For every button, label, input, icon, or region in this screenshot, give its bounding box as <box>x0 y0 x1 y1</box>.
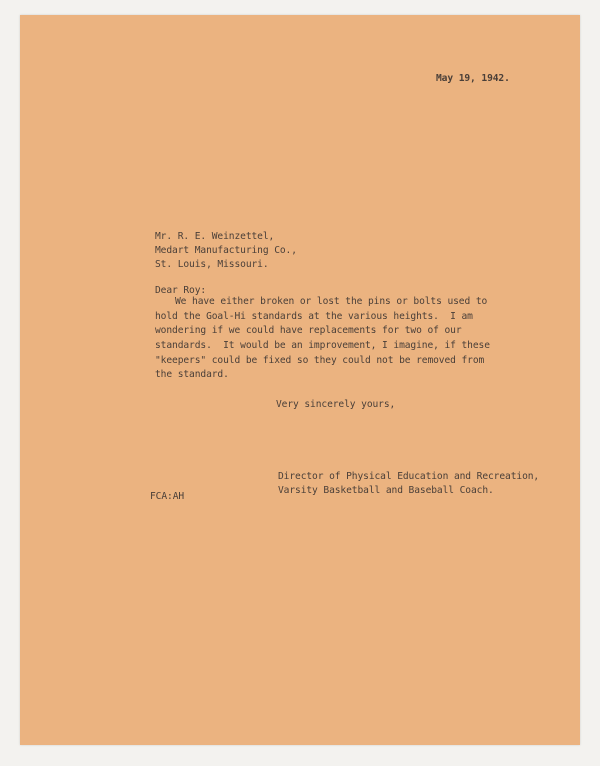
letter-paper <box>20 15 580 745</box>
signature-title-coach: Varsity Basketball and Baseball Coach. <box>278 485 494 496</box>
closing: Very sincerely yours, <box>276 399 396 410</box>
letter-date: May 19, 1942. <box>436 73 510 84</box>
recipient-company: Medart Manufacturing Co., <box>155 245 297 256</box>
body-line: hold the Goal-Hi standards at the various heights. I am <box>155 311 473 322</box>
reference-initials: FCA:AH <box>150 491 185 502</box>
body-line: the standard. <box>155 369 229 380</box>
body-line: standards. It would be an improvement, I imagine, if these <box>155 340 490 351</box>
body-line: "keepers" could be fixed so they could not be removed from <box>155 355 485 366</box>
body-line: We have either broken or lost the pins or bolts used to <box>175 296 488 307</box>
signature-title-director: Director of Physical Education and Recreation, <box>278 471 540 482</box>
body-line: wondering if we could have replacements for two of our <box>155 325 462 336</box>
salutation: Dear Roy: <box>155 285 207 296</box>
recipient-city: St. Louis, Missouri. <box>155 259 269 270</box>
recipient-name: Mr. R. E. Weinzettel, <box>155 231 275 242</box>
